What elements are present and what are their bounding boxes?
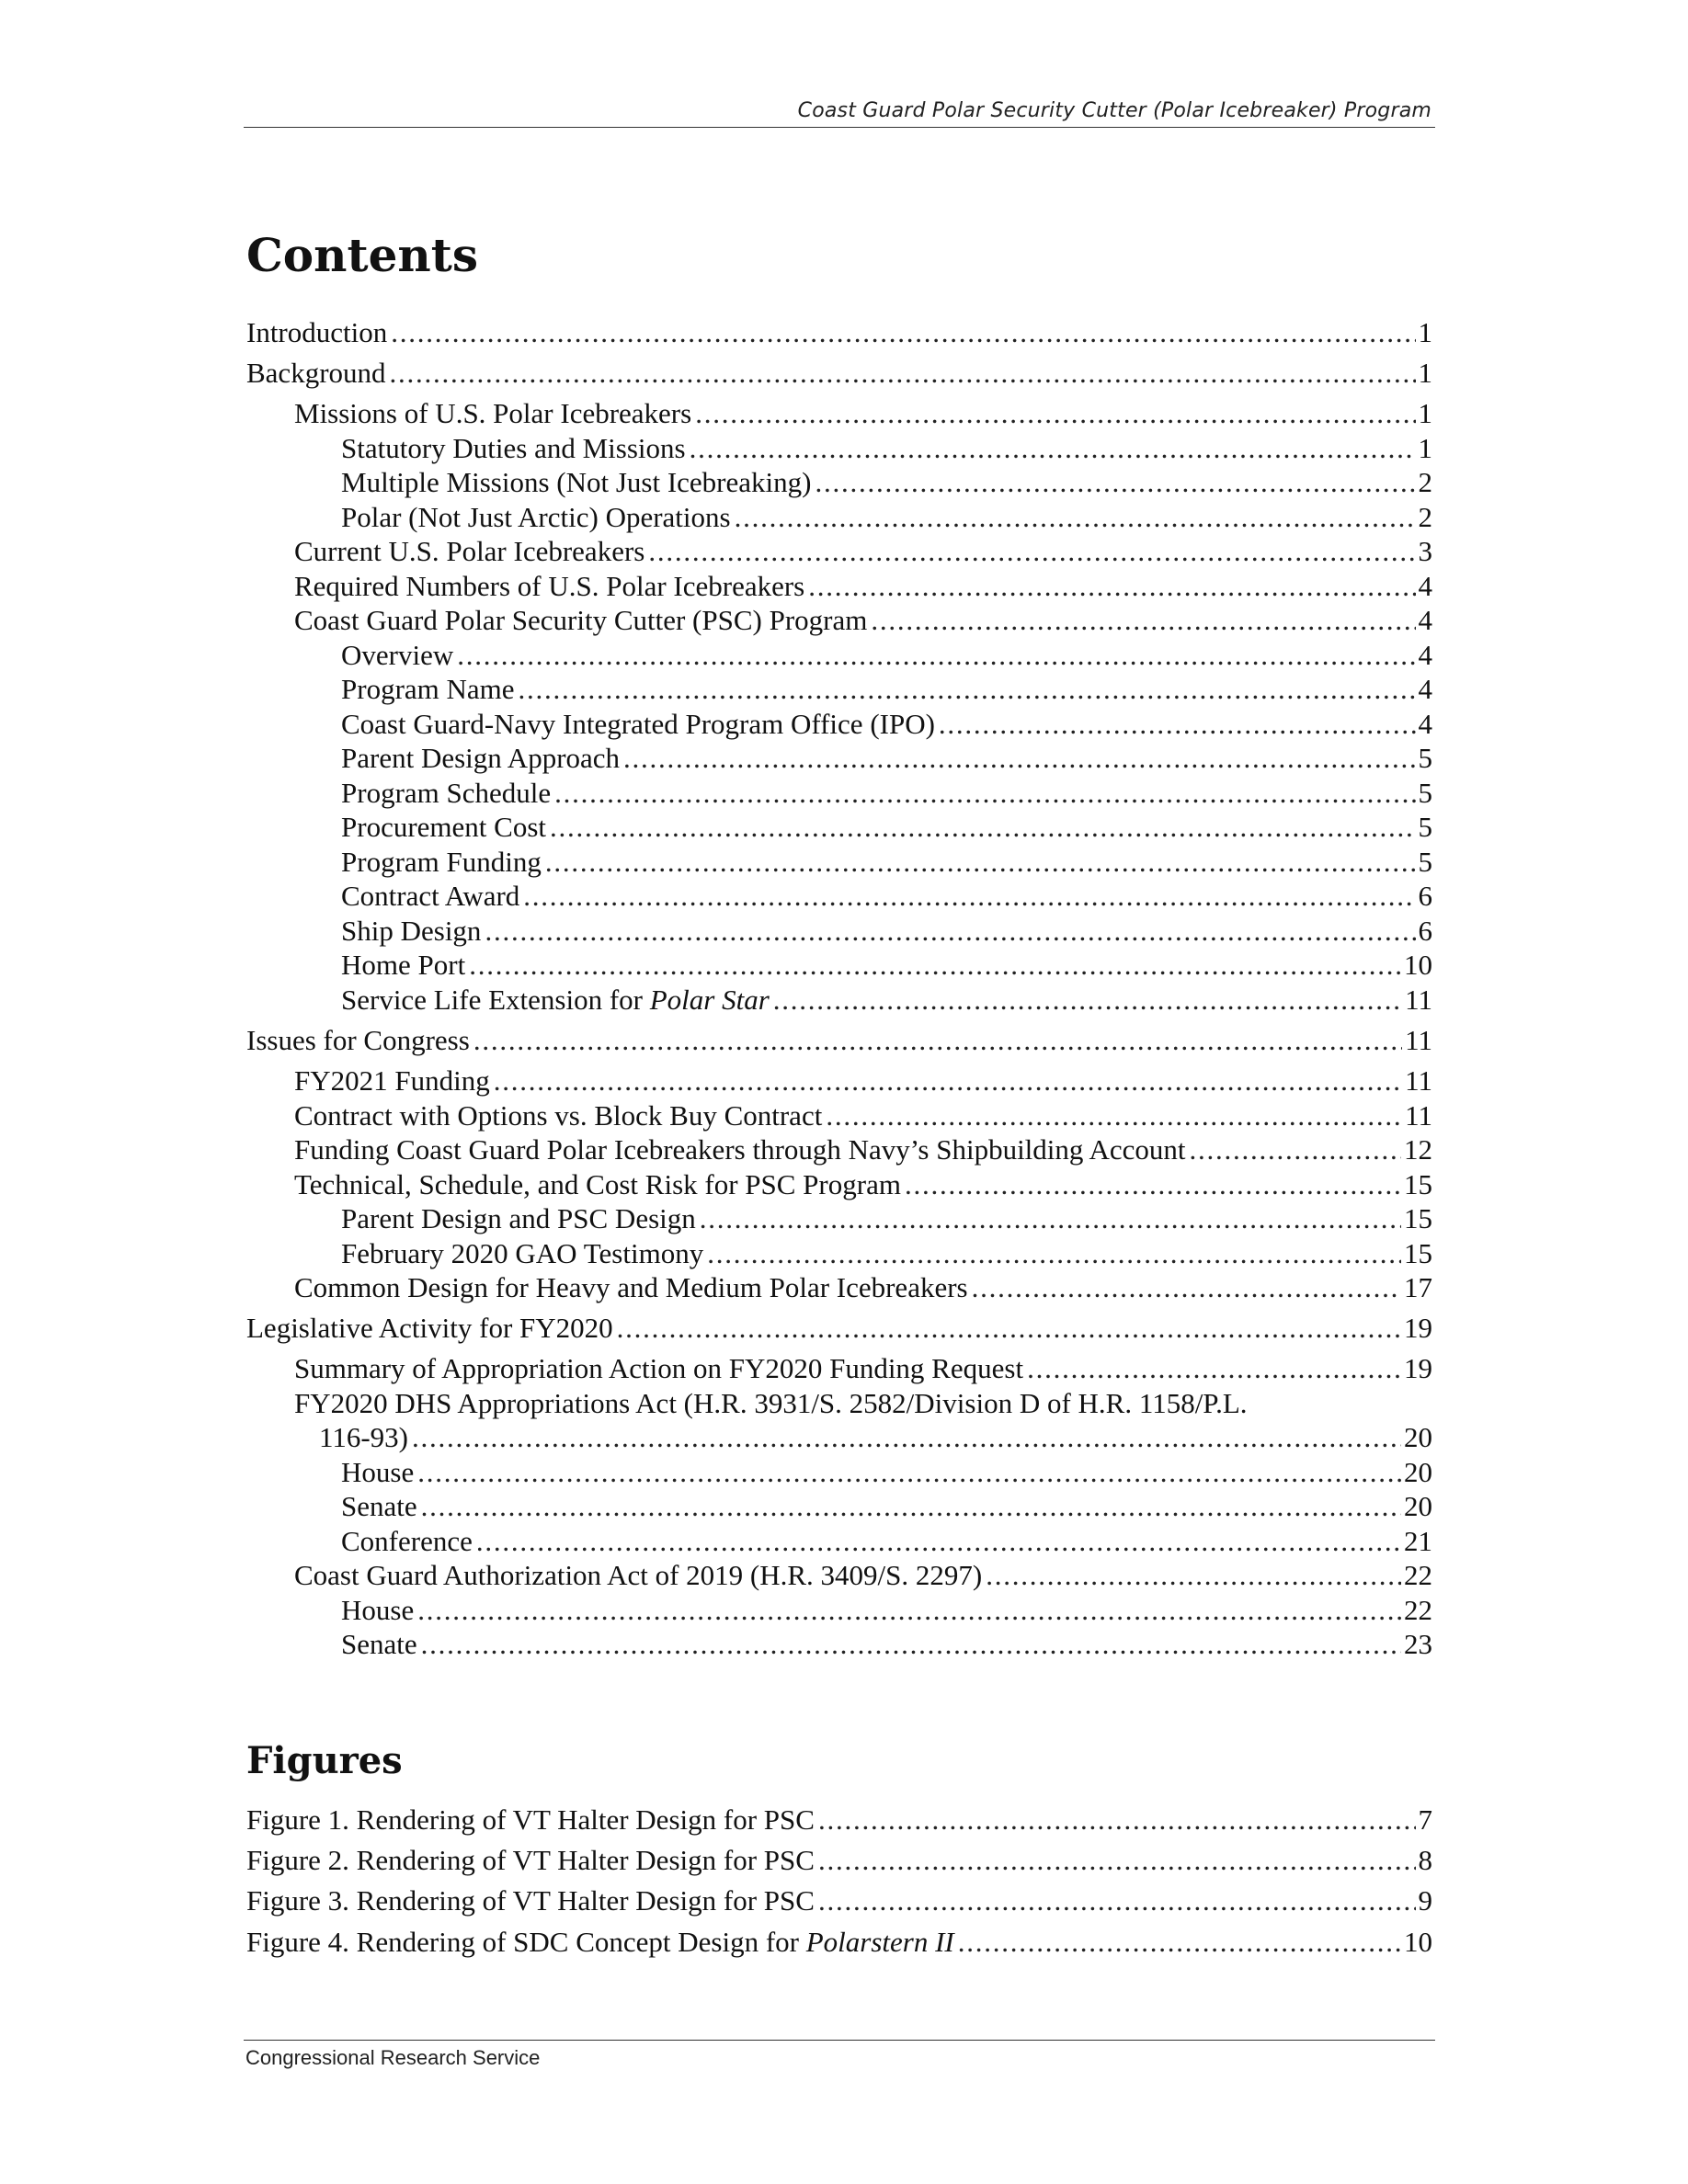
toc-dot-leader	[457, 637, 1415, 674]
figure-entry-title-prefix: Figure 4. Rendering of SDC Concept Design for	[246, 1926, 806, 1958]
running-header-title: Coast Guard Polar Security Cutter (Polar Icebreaker) Program	[797, 99, 1431, 122]
toc-entry[interactable]	[246, 1063, 1432, 1099]
toc-entry-title: Multiple Missions (Not Just Icebreaking)	[341, 466, 812, 498]
toc-entry[interactable]	[246, 1132, 1432, 1168]
toc-entry-page: 6	[1418, 915, 1432, 947]
toc-dot-leader	[690, 430, 1416, 467]
toc-dot-leader	[417, 1454, 1401, 1491]
toc-entry-page: 4	[1418, 604, 1432, 636]
toc-dot-leader	[773, 982, 1402, 1018]
toc-entry-page: 21	[1404, 1525, 1432, 1557]
toc-entry[interactable]	[246, 499, 1432, 536]
toc-dot-leader	[421, 1626, 1401, 1663]
toc-dot-leader	[417, 1592, 1401, 1629]
toc-entry[interactable]	[246, 1200, 1432, 1237]
toc-entry-title: Coast Guard-Navy Integrated Program Office (IPO)	[341, 708, 935, 740]
toc-entry-title: House	[341, 1456, 415, 1488]
figure-entry-title: Figure 1. Rendering of VT Halter Design for PSC	[246, 1803, 815, 1836]
toc-dot-leader	[648, 533, 1415, 570]
toc-entry[interactable]	[246, 844, 1432, 881]
figure-entry-title-italic: Polarstern II	[805, 1926, 954, 1958]
toc-entry-title: Summary of Appropriation Action on FY2020 Funding Request	[294, 1352, 1024, 1384]
toc-dot-leader	[818, 1802, 1416, 1838]
toc-entry-title: Coast Guard Authorization Act of 2019 (H.R. 3409/S. 2297)	[294, 1559, 983, 1591]
toc-entry[interactable]	[246, 706, 1432, 743]
toc-entry-page: 15	[1404, 1202, 1432, 1234]
contents-heading: Contents	[246, 228, 479, 282]
toc-entry-page: 3	[1418, 535, 1432, 567]
toc-entry-page: 1	[1418, 357, 1432, 389]
toc-entry-page: 22	[1404, 1559, 1432, 1591]
figure-entry[interactable]	[246, 1883, 1432, 1919]
toc-entry[interactable]	[246, 1166, 1432, 1203]
toc-entry-page: 4	[1418, 708, 1432, 740]
toc-entry-page: 5	[1418, 811, 1432, 843]
toc-dot-leader	[623, 740, 1415, 777]
toc-dot-leader	[1027, 1350, 1401, 1387]
toc-entry-page: 6	[1418, 880, 1432, 912]
toc-entry-page: 15	[1404, 1168, 1432, 1200]
toc-entry-page: 19	[1404, 1312, 1432, 1344]
figure-entry-title	[246, 1924, 954, 1961]
figure-entry-page: 9	[1418, 1884, 1432, 1917]
toc-entry[interactable]	[246, 1523, 1432, 1560]
toc-dot-leader	[519, 671, 1416, 708]
toc-dot-leader	[1189, 1132, 1401, 1168]
toc-entry[interactable]	[246, 355, 1432, 392]
toc-entry[interactable]	[246, 1098, 1432, 1134]
toc-entry-title: Overview	[341, 639, 454, 671]
toc-entry-page: 1	[1418, 397, 1432, 429]
toc-entry[interactable]	[246, 602, 1432, 639]
toc-entry-title: Technical, Schedule, and Cost Risk for PSC Program	[294, 1168, 901, 1200]
toc-entry-title: Polar (Not Just Arctic) Operations	[341, 501, 731, 533]
toc-entry-page: 19	[1404, 1352, 1432, 1384]
toc-entry-page: 5	[1418, 742, 1432, 774]
page-header	[244, 96, 1435, 128]
toc-entry-title: Contract with Options vs. Block Buy Contract	[294, 1099, 823, 1132]
toc-dot-leader	[421, 1488, 1401, 1525]
footer-text: Congressional Research Service	[245, 2046, 541, 2069]
toc-entry-title	[341, 982, 770, 1018]
toc-entry[interactable]	[246, 464, 1432, 501]
toc-entry-page: 1	[1418, 316, 1432, 348]
toc-entry-title: Background	[246, 357, 386, 389]
figure-entry-title: Figure 3. Rendering of VT Halter Design for PSC	[246, 1884, 815, 1917]
figure-entry[interactable]	[246, 1802, 1432, 1838]
toc-entry-page: 20	[1404, 1421, 1432, 1453]
toc-dot-leader	[485, 913, 1415, 950]
toc-entry-page: 2	[1418, 466, 1432, 498]
toc-dot-leader	[550, 809, 1416, 846]
toc-entry-title: Program Name	[341, 673, 515, 705]
toc-entry-page: 23	[1404, 1628, 1432, 1660]
toc-dot-leader	[826, 1098, 1402, 1134]
toc-entry[interactable]	[246, 809, 1432, 846]
toc-dot-leader	[700, 1200, 1401, 1237]
toc-dot-leader	[469, 947, 1401, 984]
toc-dot-leader	[939, 706, 1416, 743]
figure-entry-page: 8	[1418, 1844, 1432, 1876]
toc-dot-leader	[473, 1022, 1402, 1059]
toc-entry[interactable]	[246, 947, 1432, 984]
toc-entry[interactable]	[246, 314, 1432, 351]
toc-entry-title-line1: FY2020 DHS Appropriations Act (H.R. 3931/S. 2582/Division D of H.R. 1158/P.L.	[294, 1387, 1248, 1419]
toc-dot-leader	[617, 1310, 1401, 1347]
figure-entry-page: 10	[1404, 1926, 1432, 1958]
toc-dot-leader	[818, 1883, 1416, 1919]
toc-entry[interactable]	[246, 740, 1432, 777]
toc-entry-page: 1	[1418, 432, 1432, 464]
figure-entry-title: Figure 2. Rendering of VT Halter Design for PSC	[246, 1844, 815, 1876]
toc-entry[interactable]	[246, 395, 1432, 432]
toc-entry-title: Parent Design and PSC Design	[341, 1202, 696, 1234]
toc-entry-title: Senate	[341, 1628, 417, 1660]
toc-dot-leader	[958, 1924, 1401, 1961]
toc-entry-title: Contract Award	[341, 880, 520, 912]
toc-entry[interactable]	[246, 1235, 1432, 1272]
toc-dot-leader	[972, 1269, 1401, 1306]
toc-dot-leader	[735, 499, 1416, 536]
toc-entry-title: February 2020 GAO Testimony	[341, 1237, 704, 1269]
toc-entry[interactable]	[246, 637, 1432, 674]
toc-entry[interactable]	[246, 671, 1432, 708]
toc-entry-title: Procurement Cost	[341, 811, 546, 843]
toc-entry-page: 22	[1404, 1594, 1432, 1626]
toc-entry-page: 5	[1418, 846, 1432, 878]
toc-entry-page: 4	[1418, 639, 1432, 671]
toc-entry[interactable]	[246, 1419, 1432, 1456]
toc-entry-page: 11	[1405, 1099, 1432, 1132]
toc-entry-title-line2: 116-93)	[319, 1421, 408, 1453]
toc-entry[interactable]	[246, 878, 1432, 915]
toc-entry-title: Introduction	[246, 316, 388, 348]
toc-entry[interactable]	[246, 982, 1432, 1018]
toc-entry-page: 20	[1404, 1456, 1432, 1488]
toc-entry-title: House	[341, 1594, 415, 1626]
toc-entry[interactable]	[246, 1557, 1432, 1594]
toc-entry[interactable]	[246, 1310, 1432, 1347]
toc-entry[interactable]	[246, 430, 1432, 467]
toc-dot-leader	[476, 1523, 1401, 1560]
toc-dot-leader	[815, 464, 1415, 501]
toc-dot-leader	[905, 1166, 1401, 1203]
toc-entry-title: FY2021 Funding	[294, 1064, 490, 1097]
figure-entry[interactable]	[246, 1842, 1432, 1879]
toc-dot-leader	[986, 1557, 1401, 1594]
toc-entry[interactable]	[246, 1269, 1432, 1306]
page-footer	[244, 2040, 1435, 2069]
figures-heading: Figures	[246, 1739, 403, 1782]
toc-dot-leader	[554, 775, 1415, 812]
toc-entry[interactable]	[246, 1350, 1432, 1387]
toc-dot-leader	[412, 1419, 1401, 1456]
toc-entry-title: Conference	[341, 1525, 473, 1557]
toc-entry-title: Program Schedule	[341, 777, 552, 809]
toc-dot-leader	[871, 602, 1415, 639]
toc-entry-page: 17	[1404, 1271, 1432, 1303]
toc-entry-title: Legislative Activity for FY2020	[246, 1312, 613, 1344]
toc-entry-page: 20	[1404, 1490, 1432, 1522]
toc-entry-title: Home Port	[341, 949, 466, 981]
figure-entry[interactable]	[246, 1924, 1432, 1961]
toc-entry-title: Parent Design Approach	[341, 742, 621, 774]
toc-entry[interactable]	[246, 1488, 1432, 1525]
toc-dot-leader	[391, 314, 1415, 351]
toc-entry-page: 12	[1404, 1133, 1432, 1166]
toc-entry-title: Program Funding	[341, 846, 542, 878]
toc-entry-title: Common Design for Heavy and Medium Polar Icebreakers	[294, 1271, 968, 1303]
toc-dot-leader	[808, 568, 1415, 605]
figure-entry-page: 7	[1418, 1803, 1432, 1836]
toc-dot-leader	[707, 1235, 1401, 1272]
toc-entry-page: 10	[1404, 949, 1432, 981]
toc-entry[interactable]	[246, 533, 1432, 570]
toc-dot-leader	[494, 1063, 1402, 1099]
toc-entry-title: Required Numbers of U.S. Polar Icebreakers	[294, 570, 805, 602]
toc-entry-page: 11	[1405, 984, 1432, 1016]
toc-dot-leader	[695, 395, 1415, 432]
toc-dot-leader	[390, 355, 1416, 392]
toc-entry[interactable]	[246, 1626, 1432, 1663]
toc-dot-leader	[818, 1842, 1416, 1879]
toc-dot-leader	[523, 878, 1415, 915]
toc-entry-title-italic: Polar Star	[649, 984, 770, 1016]
toc-entry-title: Senate	[341, 1490, 417, 1522]
toc-entry-page: 15	[1404, 1237, 1432, 1269]
toc-entry-page: 4	[1418, 673, 1432, 705]
toc-entry[interactable]	[246, 1592, 1432, 1629]
toc-entry-page: 11	[1405, 1024, 1432, 1056]
toc-entry-page: 4	[1418, 570, 1432, 602]
toc-entry-title: Ship Design	[341, 915, 482, 947]
toc-entry-title: Coast Guard Polar Security Cutter (PSC) Program	[294, 604, 868, 636]
toc-entry[interactable]	[246, 913, 1432, 950]
toc-entry-title: Missions of U.S. Polar Icebreakers	[294, 397, 692, 429]
toc-entry-page: 5	[1418, 777, 1432, 809]
toc-entry[interactable]	[246, 1454, 1432, 1491]
toc-entry-page: 2	[1418, 501, 1432, 533]
toc-entry-title: Issues for Congress	[246, 1024, 470, 1056]
toc-entry-title: Statutory Duties and Missions	[341, 432, 686, 464]
toc-entry[interactable]	[246, 1022, 1432, 1059]
toc-entry-page: 11	[1405, 1064, 1432, 1097]
toc-entry-title-prefix: Service Life Extension for	[341, 984, 650, 1016]
toc-entry-title: Funding Coast Guard Polar Icebreakers through Navy’s Shipbuilding Account	[294, 1133, 1186, 1166]
toc-dot-leader	[545, 844, 1416, 881]
toc-entry-title: Current U.S. Polar Icebreakers	[294, 535, 645, 567]
toc-entry[interactable]	[246, 568, 1432, 605]
toc-entry[interactable]	[246, 775, 1432, 812]
